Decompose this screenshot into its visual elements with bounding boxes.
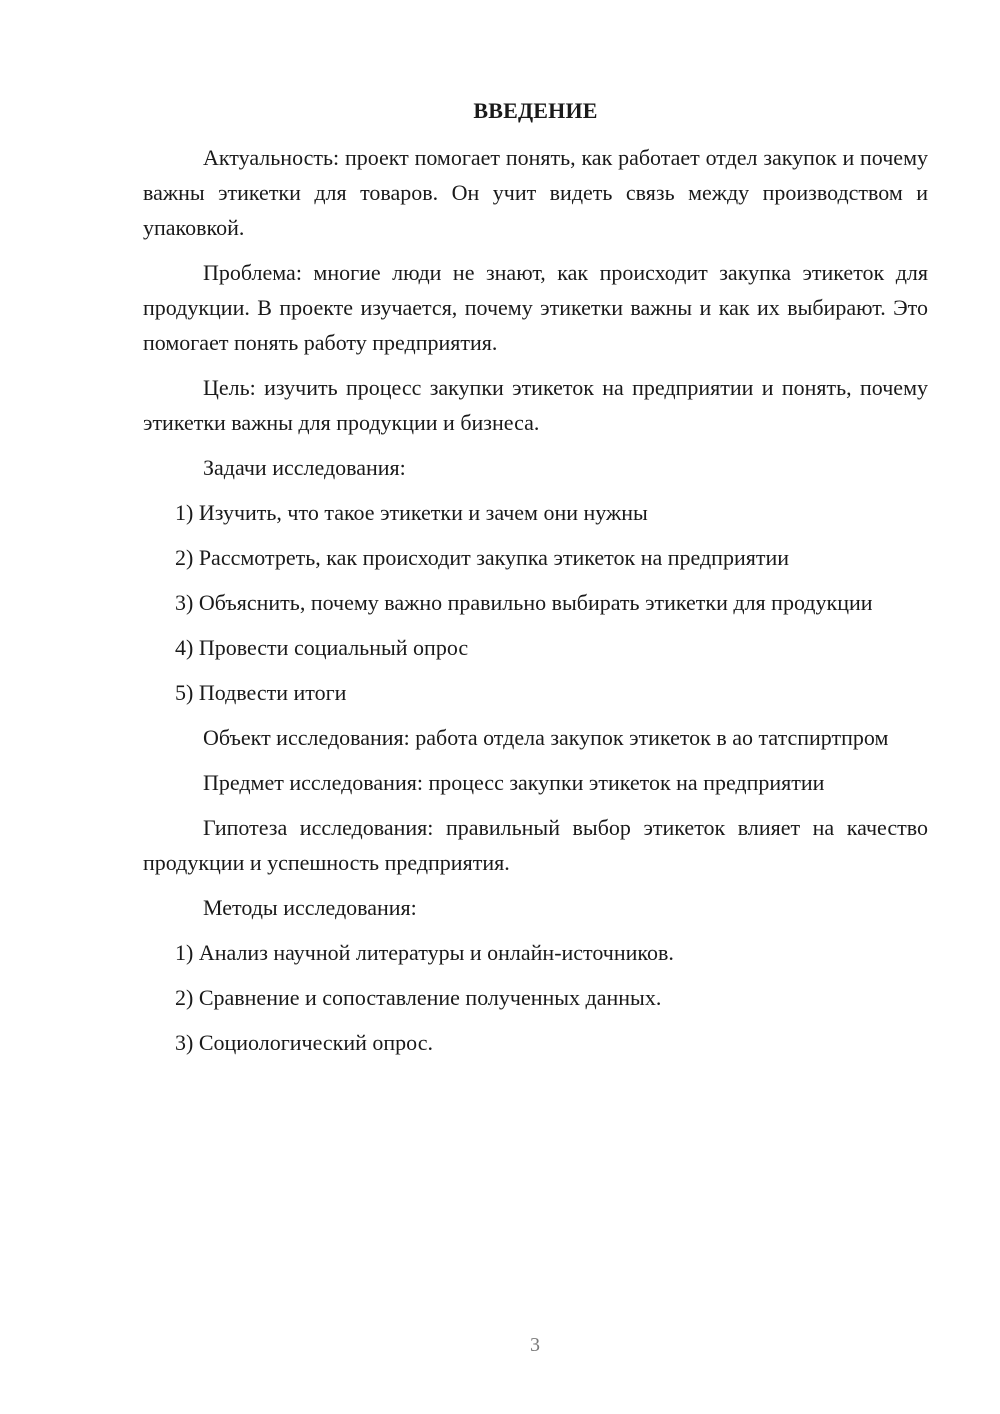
task-item-2: 2) Рассмотреть, как происходит закупка этикеток на предприятии xyxy=(175,545,790,570)
relevance-paragraph: Актуальность: проект помогает понять, как работает отдел закупок и почему важны этикетки для товаров. Он учит видеть связь между производством и упаковкой. xyxy=(143,145,928,240)
hypothesis-paragraph: Гипотеза исследования: правильный выбор этикеток влияет на качество продукции и успешность предприятия. xyxy=(143,815,928,875)
method-item-1: 1) Анализ научной литературы и онлайн-источников. xyxy=(175,940,674,965)
goal-paragraph: Цель: изучить процесс закупки этикеток на предприятии и понять, почему этикетки важны для продукции и бизнеса. xyxy=(143,375,928,435)
page-number: 3 xyxy=(530,1334,540,1356)
task-item-3: 3) Объяснить, почему важно правильно выбирать этикетки для продукции xyxy=(175,590,873,615)
method-item-3: 3) Социологический опрос. xyxy=(175,1030,433,1055)
task-item-5: 5) Подвести итоги xyxy=(175,680,347,705)
task-item-1: 1) Изучить, что такое этикетки и зачем они нужны xyxy=(175,500,648,525)
tasks-heading: Задачи исследования: xyxy=(203,455,406,480)
object-paragraph: Объект исследования: работа отдела закупок этикеток в ао татспиртпром xyxy=(203,725,889,750)
page-content xyxy=(143,98,928,1070)
task-item-4: 4) Провести социальный опрос xyxy=(175,635,469,660)
method-item-2: 2) Сравнение и сопоставление полученных данных. xyxy=(175,985,662,1010)
problem-paragraph: Проблема: многие люди не знают, как происходит закупка этикеток для продукции. В проекте изучается, почему этикетки важны и как их выбирают. Это помогает понять работу предприятия. xyxy=(143,260,928,355)
section-title: ВВЕДЕНИЕ xyxy=(473,98,598,123)
subject-paragraph: Предмет исследования: процесс закупки этикеток на предприятии xyxy=(203,770,825,795)
methods-heading: Методы исследования: xyxy=(203,895,417,920)
